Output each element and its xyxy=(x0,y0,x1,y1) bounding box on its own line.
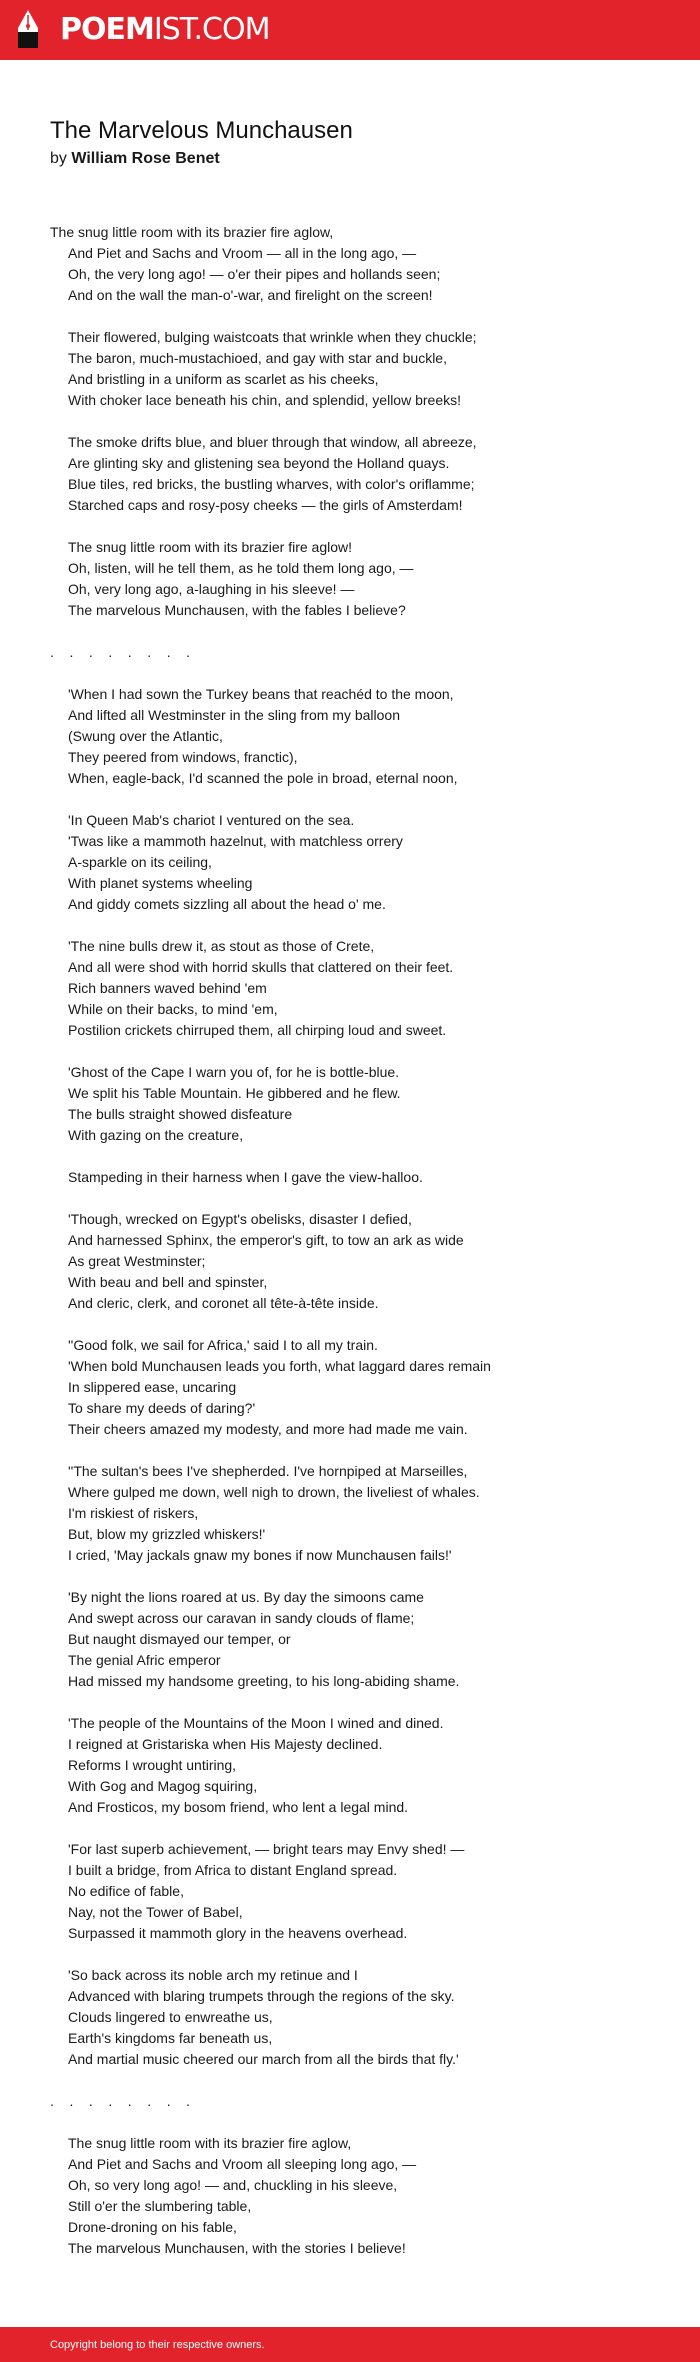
poem-line: We split his Table Mountain. He gibbered and he flew. xyxy=(68,1085,401,1101)
poem-line: And on the wall the man-o'-war, and firelight on the screen! xyxy=(68,287,433,303)
poem-line: And all were shod with horrid skulls that clattered on their feet. xyxy=(68,959,454,975)
poem-line: I'm riskiest of riskers, xyxy=(68,1505,199,1521)
logo-bold-text: POEM xyxy=(60,12,154,47)
poem-body xyxy=(50,222,670,2280)
poem-line: And martial music cheered our march from all the birds that fly.' xyxy=(68,2051,459,2067)
poem-line: I reigned at Gristariska when His Majesty declined. xyxy=(68,1736,383,1752)
poem-line: Their flowered, bulging waistcoats that wrinkle when they chuckle; xyxy=(68,329,477,345)
poem-line: With choker lace beneath his chin, and splendid, yellow breeks! xyxy=(68,392,461,408)
poem-line: 'Though, wrecked on Egypt's obelisks, disaster I defied, xyxy=(68,1211,412,1227)
pen-nib-icon[interactable] xyxy=(17,10,39,51)
poem-line: 'Ghost of the Cape I warn you of, for he is bottle-blue. xyxy=(68,1064,400,1080)
poem-line: Blue tiles, red bricks, the bustling wharves, with color's oriflamme; xyxy=(68,476,475,492)
poem-title: The Marvelous Munchausen xyxy=(50,117,353,144)
poem-line: The snug little room with its brazier fire aglow, xyxy=(50,224,334,240)
poem-line: And lifted all Westminster in the sling from my balloon xyxy=(68,707,400,723)
stanza xyxy=(50,1335,670,1440)
poem-line: No edifice of fable, xyxy=(68,1883,184,1899)
section-separator: . . . . . . . . xyxy=(50,644,191,660)
poem-line: The baron, much-mustachioed, and gay with star and buckle, xyxy=(68,350,447,366)
poem-line: Oh, so very long ago! — and, chuckling in his sleeve, xyxy=(68,2177,398,2193)
poem-line: 'In Queen Mab's chariot I ventured on the sea. xyxy=(68,812,355,828)
poem-line: With gazing on the creature, xyxy=(68,1127,244,1143)
poem-line: Drone-droning on his fable, xyxy=(68,2219,237,2235)
poem-line: (Swung over the Atlantic, xyxy=(68,728,223,744)
poem-line: With Gog and Magog squiring, xyxy=(68,1778,258,1794)
poem-line: 'Twas like a mammoth hazelnut, with matchless orrery xyxy=(68,833,403,849)
poem-line: But naught dismayed our temper, or xyxy=(68,1631,291,1647)
poem-line: ''Good folk, we sail for Africa,' said I to all my train. xyxy=(68,1337,378,1353)
poem-line: Stampeding in their harness when I gave the view-halloo. xyxy=(68,1169,423,1185)
poem-line: To share my deeds of daring?' xyxy=(68,1400,256,1416)
stanza xyxy=(50,1965,670,2070)
poem-line: The smoke drifts blue, and bluer through that window, all abreeze, xyxy=(68,434,477,450)
stanza xyxy=(50,1062,670,1146)
poem-line: The genial Afric emperor xyxy=(68,1652,221,1668)
stanza xyxy=(50,810,670,915)
stanza xyxy=(50,2133,670,2259)
poem-line: They peered from windows, franctic), xyxy=(68,749,298,765)
poem-line: 'When I had sown the Turkey beans that reachéd to the moon, xyxy=(68,686,454,702)
poem-line: And giddy comets sizzling all about the head o' me. xyxy=(68,896,386,912)
poem-line: Postilion crickets chirruped them, all chirping loud and sweet. xyxy=(68,1022,447,1038)
poem-line: The marvelous Munchausen, with the fables I believe? xyxy=(68,602,406,618)
stanza xyxy=(50,1713,670,1818)
poem-line: When, eagle-back, I'd scanned the pole in broad, eternal noon, xyxy=(68,770,458,786)
stanza xyxy=(50,936,670,1041)
poem-line: And harnessed Sphinx, the emperor's gift, to tow an ark as wide xyxy=(68,1232,464,1248)
stanza xyxy=(50,1167,670,1188)
poem-line: 'So back across its noble arch my retinue and I xyxy=(68,1967,358,1983)
poem-line: 'By night the lions roared at us. By day the simoons came xyxy=(68,1589,424,1605)
poem-line: With planet systems wheeling xyxy=(68,875,253,891)
poem-line: And Piet and Sachs and Vroom all sleeping long ago, — xyxy=(68,2156,417,2172)
stanza xyxy=(50,432,670,516)
poem-line: I built a bridge, from Africa to distant England spread. xyxy=(68,1862,398,1878)
poem-line: 'The nine bulls drew it, as stout as those of Crete, xyxy=(68,938,375,954)
stanza xyxy=(50,537,670,621)
poem-line: The marvelous Munchausen, with the stories I believe! xyxy=(68,2240,406,2256)
stanza xyxy=(50,684,670,789)
poem-line: Clouds lingered to enwreathe us, xyxy=(68,2009,273,2025)
poem-line: I cried, 'May jackals gnaw my bones if now Munchausen fails!' xyxy=(68,1547,452,1563)
poem-line: Nay, not the Tower of Babel, xyxy=(68,1904,243,1920)
poem-line: The bulls straight showed disfeature xyxy=(68,1106,293,1122)
poem-line: Still o'er the slumbering table, xyxy=(68,2198,252,2214)
poem-line: A-sparkle on its ceiling, xyxy=(68,854,212,870)
poem-line: Oh, the very long ago! — o'er their pipes and hollands seen; xyxy=(68,266,441,282)
site-logo[interactable] xyxy=(60,13,269,47)
poem-line: Oh, listen, will he tell them, as he told them long ago, — xyxy=(68,560,414,576)
poem-line: And bristling in a uniform as scarlet as his cheeks, xyxy=(68,371,379,387)
poem-line: And cleric, clerk, and coronet all tête-à-tête inside. xyxy=(68,1295,379,1311)
logo-light-text: IST.COM xyxy=(153,12,270,47)
poem-line: 'For last superb achievement, — bright tears may Envy shed! — xyxy=(68,1841,465,1857)
byline xyxy=(50,147,220,171)
site-header xyxy=(0,0,700,60)
poem-line: And swept across our caravan in sandy clouds of flame; xyxy=(68,1610,415,1626)
poem-line: ''The sultan's bees I've shepherded. I've hornpiped at Marseilles, xyxy=(68,1463,468,1479)
stanza xyxy=(50,1587,670,1692)
poem-line: 'The people of the Mountains of the Moon I wined and dined. xyxy=(68,1715,444,1731)
stanza xyxy=(50,1839,670,1944)
poem-line: With beau and bell and spinster, xyxy=(68,1274,268,1290)
poem-line: Earth's kingdoms far beneath us, xyxy=(68,2030,273,2046)
by-label: by xyxy=(50,150,67,167)
stanza xyxy=(50,1461,670,1566)
poem-line: While on their backs, to mind 'em, xyxy=(68,1001,278,1017)
poem-line: 'When bold Munchausen leads you forth, what laggard dares remain xyxy=(68,1358,491,1374)
author-name[interactable]: William Rose Benet xyxy=(71,150,220,167)
section-separator: . . . . . . . . xyxy=(50,2093,191,2109)
poem-line: Oh, very long ago, a-laughing in his sleeve! — xyxy=(68,581,355,597)
poem-line: In slippered ease, uncaring xyxy=(68,1379,237,1395)
copyright-text: Copyright belong to their respective owners. xyxy=(50,2339,265,2351)
poem-line: Their cheers amazed my modesty, and more had made me vain. xyxy=(68,1421,468,1437)
poem-line: Rich banners waved behind 'em xyxy=(68,980,267,996)
poem-line: And Frosticos, my bosom friend, who lent a legal mind. xyxy=(68,1799,409,1815)
site-footer xyxy=(0,2327,700,2362)
poem-line: As great Westminster; xyxy=(68,1253,206,1269)
poem-line: Reforms I wrought untiring, xyxy=(68,1757,237,1773)
poem-line: And Piet and Sachs and Vroom — all in the long ago, — xyxy=(68,245,417,261)
poem-line: Advanced with blaring trumpets through the regions of the sky. xyxy=(68,1988,455,2004)
poem-line: Are glinting sky and glistening sea beyond the Holland quays. xyxy=(68,455,450,471)
poem-line: Surpassed it mammoth glory in the heavens overhead. xyxy=(68,1925,408,1941)
poem-line: Had missed my handsome greeting, to his long-abiding shame. xyxy=(68,1673,460,1689)
poem-line: The snug little room with its brazier fire aglow! xyxy=(68,539,352,555)
poem-line: Where gulped me down, well nigh to drown, the liveliest of whales. xyxy=(68,1484,480,1500)
stanza xyxy=(50,1209,670,1314)
poem-line: Starched caps and rosy-posy cheeks — the girls of Amsterdam! xyxy=(68,497,463,513)
poem-line: But, blow my grizzled whiskers!' xyxy=(68,1526,266,1542)
stanza xyxy=(50,327,670,411)
poem-line: The snug little room with its brazier fire aglow, xyxy=(68,2135,352,2151)
stanza xyxy=(50,222,670,306)
